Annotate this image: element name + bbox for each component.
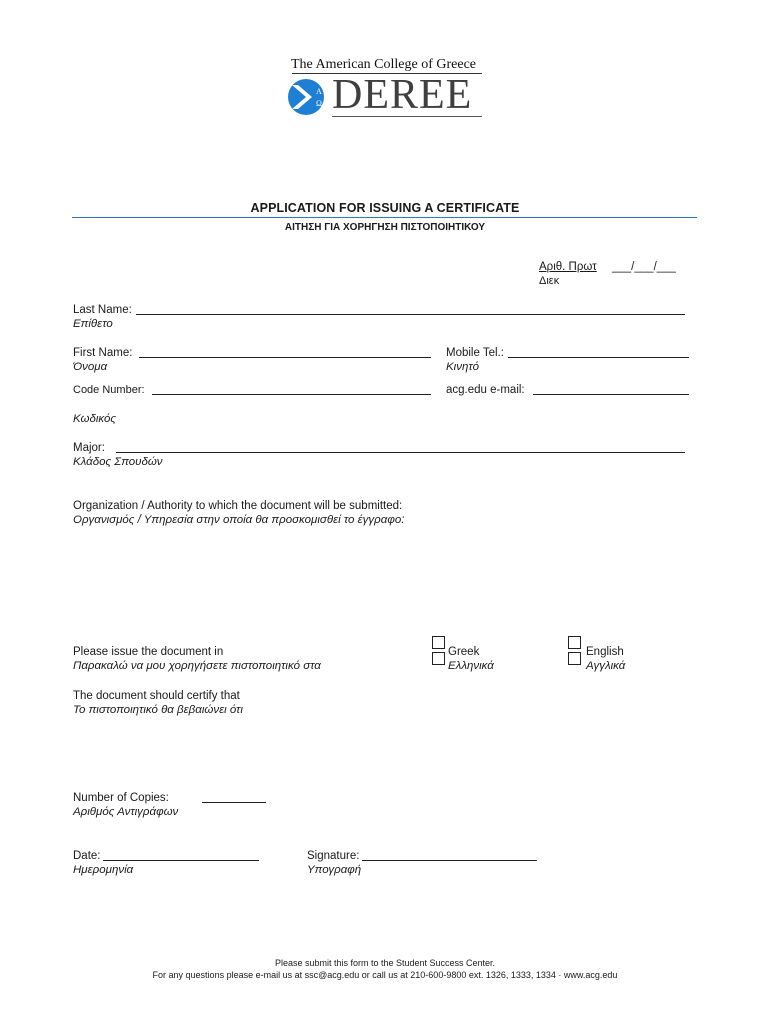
first-name-field[interactable]: [139, 357, 431, 358]
emblem-letter-alpha: Α: [316, 87, 322, 96]
deree-wordmark: DEREE: [332, 72, 473, 118]
form-title: APPLICATION FOR ISSUING A CERTIFICATE: [250, 201, 520, 215]
code-number-field[interactable]: [152, 394, 431, 395]
mobile-label: Mobile Tel.:: [446, 347, 504, 359]
signature-label: Signature:: [307, 850, 360, 862]
protocol-sublabel: Διεκ: [539, 275, 560, 287]
greek-option-greek-label: Ελληνικά: [448, 660, 494, 672]
protocol-label: Αριθ. Πρωτ: [539, 261, 597, 273]
first-name-label: First Name:: [73, 347, 133, 359]
signature-field[interactable]: [362, 860, 537, 861]
last-name-field[interactable]: [136, 314, 685, 315]
certify-greek-label: Το πιστοποιητικό θα βεβαιώνει ότι: [73, 704, 243, 716]
deree-emblem-icon: [286, 77, 330, 117]
date-label: Date:: [73, 850, 101, 862]
email-field[interactable]: [533, 394, 689, 395]
college-name: The American College of Greece: [291, 57, 477, 72]
last-name-greek-label: Επίθετο: [73, 318, 113, 330]
copies-greek-label: Αριθμός Αντιγράφων: [73, 806, 179, 818]
date-greek-label: Ημερομηνία: [73, 864, 134, 876]
major-greek-label: Κλάδος Σπουδών: [73, 456, 163, 468]
copies-label: Number of Copies:: [73, 792, 169, 804]
greek-checkbox-greek[interactable]: [432, 652, 445, 665]
greek-option-label: Greek: [448, 646, 480, 658]
english-option-label: English: [586, 646, 624, 658]
certify-label: The document should certify that: [73, 690, 240, 702]
organization-greek-label: Οργανισμός / Υπηρεσία στην οποία θα προσκομισθεί το έγγραφο:: [73, 514, 405, 526]
major-label: Major:: [73, 442, 105, 454]
organization-label: Organization / Authority to which the document will be submitted:: [73, 500, 403, 512]
emblem-letter-omega: Ω: [316, 99, 322, 108]
certify-answer-area[interactable]: [73, 722, 693, 782]
english-option-greek-label: Αγγλικά: [586, 660, 626, 672]
date-field[interactable]: [103, 860, 259, 861]
organization-answer-area[interactable]: [73, 532, 693, 632]
footer-submit-note: Please submit this form to the Student Success Center.: [274, 958, 496, 968]
first-name-greek-label: Όνομα: [73, 361, 108, 373]
title-divider: [72, 217, 697, 218]
logo-underline: [332, 116, 482, 117]
footer-contact-info: For any questions please e-mail us at ssc@acg.edu or call us at 210-600-9800 ext. 1326, 1333, 1334 · www.acg.edu: [152, 970, 618, 980]
mobile-greek-label: Κινητό: [446, 361, 480, 373]
english-checkbox[interactable]: [568, 636, 581, 649]
english-checkbox-greek[interactable]: [568, 652, 581, 665]
signature-greek-label: Υπογραφή: [307, 864, 362, 876]
issue-language-greek-label: Παρακαλώ να μου χορηγήσετε πιστοποιητικό στα: [73, 660, 321, 672]
last-name-label: Last Name:: [73, 304, 132, 316]
code-number-greek-label: Κωδικός: [73, 413, 117, 425]
form-subtitle-greek: ΑΙΤΗΣΗ ΓΙΑ ΧΟΡΗΓΗΣΗ ΠΙΣΤΟΠΟΙΗΤΙΚΟΥ: [284, 222, 486, 233]
issue-language-label: Please issue the document in: [73, 646, 224, 658]
major-field[interactable]: [116, 452, 685, 453]
mobile-field[interactable]: [508, 357, 689, 358]
email-label: acg.edu e-mail:: [446, 384, 525, 396]
copies-field[interactable]: [202, 802, 266, 803]
protocol-number-field[interactable]: ___/___/___: [612, 261, 676, 273]
greek-checkbox[interactable]: [432, 636, 445, 649]
code-number-label: Code Number:: [73, 384, 145, 396]
